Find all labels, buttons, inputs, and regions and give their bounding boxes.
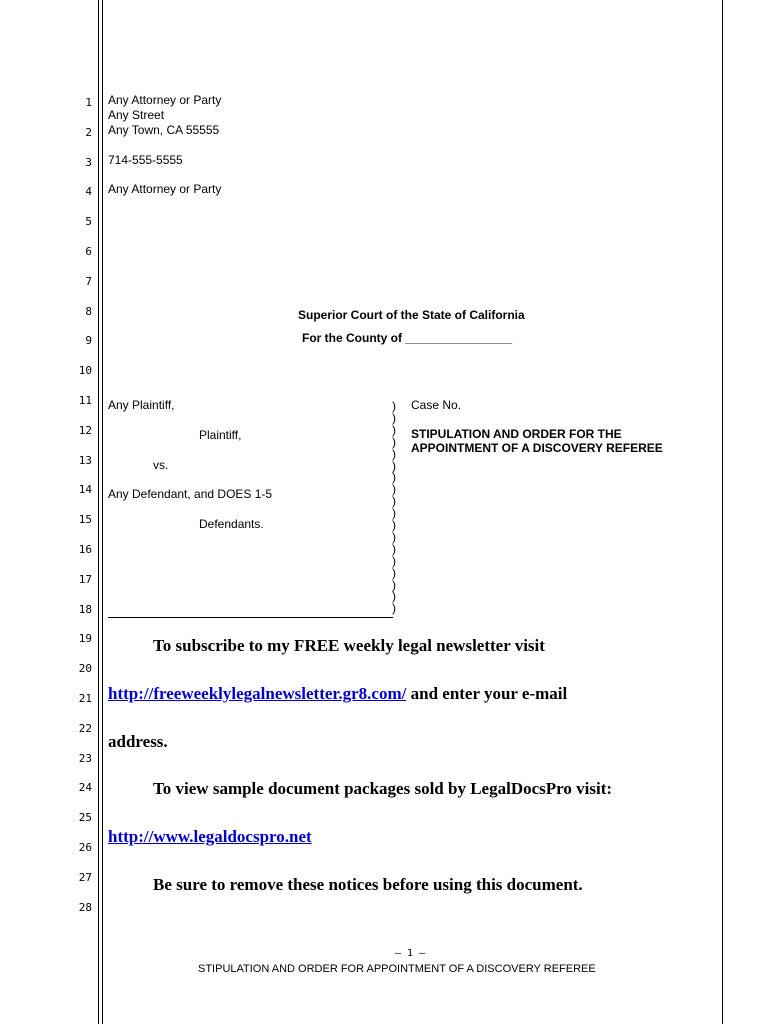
line-number: 28 [78, 900, 92, 914]
attorney-phone: 714-555-5555 [108, 153, 183, 167]
versus: vs. [153, 458, 169, 472]
defendant-role: Defendants. [199, 517, 264, 531]
line-number: 9 [85, 334, 92, 348]
line-number: 14 [78, 483, 92, 497]
caption-paren: ) [392, 577, 396, 592]
caption-paren: ) [392, 410, 396, 425]
line-number: 6 [85, 245, 92, 258]
legaldocspro-link[interactable]: http://www.legaldocspro.net [108, 827, 312, 846]
address-text: address. [108, 732, 168, 751]
right-margin-rule [722, 0, 723, 1024]
line-number: 18 [78, 602, 92, 616]
left-margin-rule-outer [98, 0, 99, 1024]
court-county: For the County of ________________ [302, 331, 513, 345]
attorney-street: Any Street [108, 108, 165, 122]
newsletter-link[interactable]: http://freeweeklylegalnewsletter.gr8.com/ [108, 684, 407, 703]
line-number: 7 [85, 274, 92, 288]
caption-paren: ) [392, 422, 396, 437]
line-number: 22 [78, 721, 92, 735]
footer-title: STIPULATION AND ORDER FOR APPOINTMENT OF A DISCOVERY REFEREE [198, 963, 596, 975]
subscribe-notice: To subscribe to my FREE weekly legal newsletter visit [153, 636, 545, 655]
caption-paren: ) [392, 553, 396, 568]
line-number: 20 [78, 662, 92, 676]
line-number: 5 [85, 215, 92, 229]
line-number: 27 [78, 870, 92, 884]
line-number: 11 [78, 394, 92, 407]
line-number: 17 [78, 572, 92, 586]
attorney-city: Any Town, CA 55555 [108, 123, 220, 137]
defendant-name: Any Defendant, and DOES 1-5 [108, 487, 273, 501]
document-title-line-2: APPOINTMENT OF A DISCOVERY REFEREE [411, 441, 663, 455]
remove-notice: Be sure to remove these notices before using this document. [153, 875, 583, 894]
line-number: 24 [78, 781, 92, 795]
line-number: 25 [78, 811, 92, 825]
caption-paren: ) [392, 506, 396, 521]
line-number: 23 [78, 751, 92, 765]
caption-paren: ) [392, 565, 396, 580]
case-number-label: Case No. [411, 398, 462, 412]
line-number: 3 [85, 155, 92, 169]
line-number: 19 [78, 632, 92, 646]
caption-paren: ) [392, 482, 396, 497]
caption-paren: ) [392, 541, 396, 556]
line-number: 12 [78, 423, 92, 437]
line-number: 2 [85, 125, 92, 139]
line-number: 8 [85, 304, 92, 318]
document-title-line-1: STIPULATION AND ORDER FOR THE [411, 427, 622, 441]
caption-paren: ) [392, 458, 396, 473]
line-number: 1 [85, 96, 92, 109]
caption-bottom-rule [108, 617, 393, 618]
left-margin-rule-inner [102, 0, 103, 1024]
line-number: 4 [85, 185, 92, 199]
caption-paren: ) [392, 589, 396, 604]
attorney-for: Any Attorney or Party [108, 182, 222, 196]
newsletter-line [108, 684, 567, 704]
plaintiff-role: Plaintiff, [199, 428, 242, 442]
plaintiff-name: Any Plaintiff, [108, 398, 175, 412]
enter-email-text: and enter your e-mail [406, 684, 568, 703]
caption-paren: ) [392, 494, 396, 509]
caption-paren: ) [392, 601, 396, 616]
court-name: Superior Court of the State of California [298, 308, 525, 322]
line-number: 10 [78, 364, 92, 378]
caption-paren: ) [392, 518, 396, 532]
line-number: 21 [78, 692, 92, 705]
attorney-name: Any Attorney or Party [108, 93, 222, 107]
line-number: 15 [78, 513, 92, 527]
caption-paren: ) [392, 529, 396, 544]
line-number: 13 [78, 453, 92, 467]
caption-paren: ) [392, 446, 396, 461]
view-samples-notice: To view sample document packages sold by LegalDocsPro visit: [153, 779, 613, 798]
caption-paren: ) [392, 470, 396, 485]
line-number: 16 [78, 543, 92, 556]
footer-page-number: – 1 – [395, 948, 426, 959]
line-number: 26 [78, 841, 92, 854]
caption-paren: ) [392, 399, 396, 413]
caption-paren: ) [392, 434, 396, 449]
